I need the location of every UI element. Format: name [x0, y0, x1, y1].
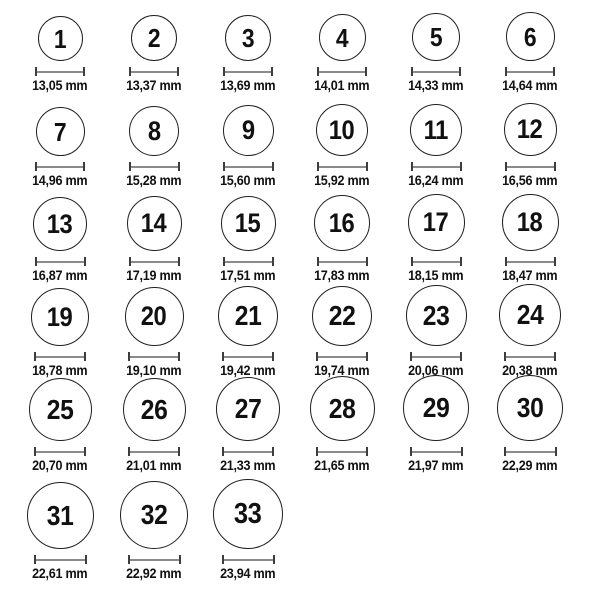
ring-circle — [312, 286, 372, 346]
ring-size-cell — [201, 105, 295, 192]
ring-circle — [506, 12, 555, 61]
diameter-label: 14,01 mm — [314, 77, 370, 94]
measure-rule — [130, 356, 178, 358]
measure-rule — [131, 166, 178, 168]
diameter-measure-line — [223, 67, 273, 76]
diameter-label: 14,96 mm — [32, 172, 88, 189]
ring-size-number: 5 — [429, 22, 443, 53]
ring-circle — [406, 285, 467, 346]
ring-size-number: 23 — [422, 299, 450, 331]
diameter-label: 14,33 mm — [408, 77, 464, 94]
diameter-measure-line — [129, 67, 179, 76]
ring-circle — [314, 195, 370, 251]
ring-size-number: 18 — [517, 207, 543, 238]
chart-row — [13, 477, 600, 585]
diameter-measure-line — [129, 257, 180, 266]
ring-circle — [499, 284, 561, 346]
ring-size-cell — [389, 104, 483, 192]
diameter-measure-line — [223, 162, 274, 171]
ring-size-number: 6 — [523, 21, 537, 52]
ring-circle — [120, 481, 188, 549]
ring-size-number: 32 — [140, 499, 168, 531]
diameter-label: 15,92 mm — [314, 172, 370, 189]
diameter-label: 15,28 mm — [126, 172, 182, 189]
ring-size-cell — [389, 194, 483, 287]
diameter-measure-line — [317, 257, 368, 266]
diameter-measure-line — [317, 67, 367, 76]
ring-circle — [131, 15, 177, 61]
ring-size-cell — [483, 194, 577, 287]
ring-size-cell — [295, 14, 389, 97]
diameter-label: 17,83 mm — [314, 267, 370, 284]
measure-rule — [37, 166, 83, 168]
ring-circle — [123, 378, 186, 441]
diameter-measure-line — [411, 162, 462, 171]
ring-size-number: 4 — [335, 22, 349, 53]
diameter-label: 21,97 mm — [408, 457, 464, 474]
ring-size-number: 22 — [328, 300, 356, 332]
ring-circle — [27, 482, 94, 549]
diameter-label: 19,10 mm — [126, 362, 182, 379]
diameter-measure-line — [128, 352, 180, 361]
diameter-label: 16,56 mm — [502, 172, 558, 189]
diameter-measure-line — [34, 447, 86, 456]
ring-size-cell — [201, 479, 295, 585]
diameter-label: 13,05 mm — [32, 77, 88, 94]
ring-size-number: 10 — [329, 114, 355, 145]
ring-size-number: 28 — [328, 392, 356, 424]
ring-circle — [410, 104, 462, 156]
ring-size-cell — [483, 375, 577, 477]
diameter-label: 15,60 mm — [220, 172, 276, 189]
measure-rule — [412, 451, 461, 453]
ring-size-cell — [107, 106, 201, 192]
ring-circle — [36, 107, 85, 156]
diameter-label: 22,29 mm — [502, 457, 558, 474]
ring-size-cell — [201, 377, 295, 477]
ring-size-number: 25 — [46, 393, 74, 425]
measure-rule — [36, 356, 84, 358]
ring-circle — [129, 106, 179, 156]
measure-rule — [36, 451, 84, 453]
ring-size-cell — [201, 15, 295, 97]
ring-size-number: 14 — [141, 208, 167, 239]
ring-circle — [33, 197, 87, 251]
ring-size-number: 29 — [422, 392, 450, 424]
diameter-label: 18,15 mm — [408, 267, 464, 284]
ring-size-number: 7 — [53, 116, 67, 147]
diameter-measure-line — [505, 162, 556, 171]
measure-rule — [507, 166, 554, 168]
diameter-measure-line — [410, 352, 462, 361]
measure-rule — [413, 261, 460, 263]
diameter-measure-line — [34, 555, 87, 564]
ring-size-number: 3 — [241, 23, 255, 54]
diameter-measure-line — [411, 67, 461, 76]
diameter-label: 18,78 mm — [32, 362, 88, 379]
diameter-measure-line — [128, 555, 181, 564]
diameter-measure-line — [222, 555, 275, 564]
measure-rule — [224, 356, 272, 358]
diameter-label: 16,24 mm — [408, 172, 464, 189]
diameter-label: 18,47 mm — [502, 267, 558, 284]
ring-size-cell — [295, 286, 389, 382]
ring-circle — [213, 479, 283, 549]
ring-size-cell — [201, 286, 295, 382]
measure-rule — [319, 166, 366, 168]
ring-circle — [221, 196, 276, 251]
ring-size-cell — [295, 376, 389, 477]
ring-size-cell — [483, 12, 577, 97]
diameter-measure-line — [35, 162, 85, 171]
measure-rule — [131, 261, 178, 263]
diameter-measure-line — [222, 352, 274, 361]
diameter-label: 21,33 mm — [220, 457, 276, 474]
diameter-measure-line — [316, 352, 368, 361]
ring-size-number: 12 — [517, 114, 543, 145]
measure-rule — [413, 71, 459, 73]
chart-row — [13, 382, 600, 477]
ring-circle — [497, 375, 563, 441]
ring-size-cell — [483, 284, 577, 382]
ring-circle — [38, 16, 83, 61]
chart-row — [13, 97, 600, 192]
ring-size-cell — [483, 103, 577, 192]
ring-circle — [125, 287, 184, 346]
ring-size-number: 16 — [329, 207, 355, 238]
chart-row — [13, 192, 600, 287]
ring-size-number: 15 — [235, 208, 261, 239]
ring-size-cell — [295, 195, 389, 287]
ring-size-cell — [107, 378, 201, 477]
diameter-measure-line — [317, 162, 368, 171]
ring-size-cell — [295, 104, 389, 192]
ring-size-cell — [107, 196, 201, 287]
measure-rule — [224, 559, 273, 561]
diameter-label: 19,42 mm — [220, 362, 276, 379]
diameter-measure-line — [35, 67, 85, 76]
measure-rule — [319, 71, 365, 73]
ring-size-cell — [13, 378, 107, 477]
ring-size-cell — [107, 481, 201, 585]
ring-size-cell — [13, 107, 107, 192]
ring-circle — [316, 104, 368, 156]
diameter-measure-line — [504, 447, 557, 456]
ring-size-number: 17 — [423, 207, 449, 238]
ring-circle — [310, 376, 375, 441]
measure-rule — [506, 451, 555, 453]
measure-rule — [225, 166, 272, 168]
measure-rule — [130, 451, 178, 453]
diameter-label: 20,38 mm — [502, 362, 558, 379]
diameter-label: 21,01 mm — [126, 457, 182, 474]
ring-size-cell — [389, 13, 483, 97]
diameter-measure-line — [410, 447, 463, 456]
ring-size-number: 13 — [47, 208, 73, 239]
ring-circle — [502, 194, 559, 251]
measure-rule — [507, 71, 553, 73]
ring-size-cell — [107, 287, 201, 382]
chart-row — [13, 2, 600, 97]
measure-rule — [224, 451, 272, 453]
chart-row — [13, 287, 600, 382]
ring-size-number: 1 — [53, 23, 67, 54]
ring-circle — [403, 375, 469, 441]
diameter-measure-line — [505, 257, 556, 266]
measure-rule — [131, 71, 177, 73]
ring-circle — [412, 13, 460, 61]
diameter-measure-line — [504, 352, 556, 361]
diameter-label: 19,74 mm — [314, 362, 370, 379]
ring-circle — [319, 14, 366, 61]
diameter-measure-line — [505, 67, 555, 76]
measure-rule — [225, 71, 271, 73]
ring-size-number: 21 — [234, 300, 262, 332]
ring-size-number: 8 — [147, 115, 161, 146]
ring-size-cell — [389, 285, 483, 382]
ring-size-cell — [389, 375, 483, 477]
ring-size-number: 11 — [423, 114, 449, 145]
diameter-measure-line — [222, 447, 274, 456]
ring-size-cell — [107, 15, 201, 97]
diameter-label: 20,06 mm — [408, 362, 464, 379]
ring-size-cell — [201, 196, 295, 287]
diameter-label: 22,92 mm — [126, 565, 182, 582]
ring-size-number: 33 — [234, 497, 262, 530]
diameter-label: 17,19 mm — [126, 267, 182, 284]
diameter-label: 13,37 mm — [126, 77, 182, 94]
measure-rule — [130, 559, 179, 561]
ring-size-number: 9 — [241, 115, 255, 146]
ring-size-number: 27 — [234, 393, 262, 425]
ring-circle — [225, 15, 271, 61]
measure-rule — [413, 166, 460, 168]
ring-size-number: 2 — [147, 23, 161, 54]
diameter-label: 13,69 mm — [220, 77, 276, 94]
ring-circle — [31, 288, 89, 346]
diameter-label: 16,87 mm — [32, 267, 88, 284]
measure-rule — [506, 356, 554, 358]
diameter-label: 22,61 mm — [32, 565, 88, 582]
diameter-measure-line — [35, 257, 86, 266]
diameter-label: 23,94 mm — [220, 565, 276, 582]
diameter-measure-line — [129, 162, 180, 171]
ring-size-cell — [13, 482, 107, 585]
ring-size-cell — [13, 16, 107, 97]
measure-rule — [318, 356, 366, 358]
measure-rule — [319, 261, 366, 263]
ring-circle — [218, 286, 278, 346]
ring-size-number: 19 — [47, 301, 73, 332]
ring-size-number: 20 — [141, 301, 167, 332]
measure-rule — [37, 261, 84, 263]
ring-size-number: 24 — [516, 299, 544, 331]
diameter-measure-line — [411, 257, 462, 266]
ring-circle — [216, 377, 280, 441]
ring-circle — [223, 105, 274, 156]
diameter-label: 21,65 mm — [314, 457, 370, 474]
diameter-measure-line — [128, 447, 180, 456]
measure-rule — [36, 559, 85, 561]
ring-size-number: 26 — [140, 393, 168, 425]
ring-circle — [127, 196, 182, 251]
ring-size-number: 30 — [516, 392, 544, 424]
ring-circle — [29, 378, 92, 441]
ring-circle — [408, 194, 465, 251]
measure-rule — [507, 261, 554, 263]
ring-size-number: 31 — [46, 499, 74, 531]
diameter-measure-line — [223, 257, 274, 266]
diameter-measure-line — [34, 352, 86, 361]
diameter-label: 17,51 mm — [220, 267, 276, 284]
ring-circle — [504, 103, 557, 156]
measure-rule — [225, 261, 272, 263]
measure-rule — [318, 451, 366, 453]
diameter-label: 20,70 mm — [32, 457, 88, 474]
measure-rule — [37, 71, 83, 73]
diameter-label: 14,64 mm — [502, 77, 558, 94]
measure-rule — [412, 356, 460, 358]
ring-size-cell — [13, 197, 107, 287]
diameter-measure-line — [316, 447, 368, 456]
ring-size-cell — [13, 288, 107, 382]
